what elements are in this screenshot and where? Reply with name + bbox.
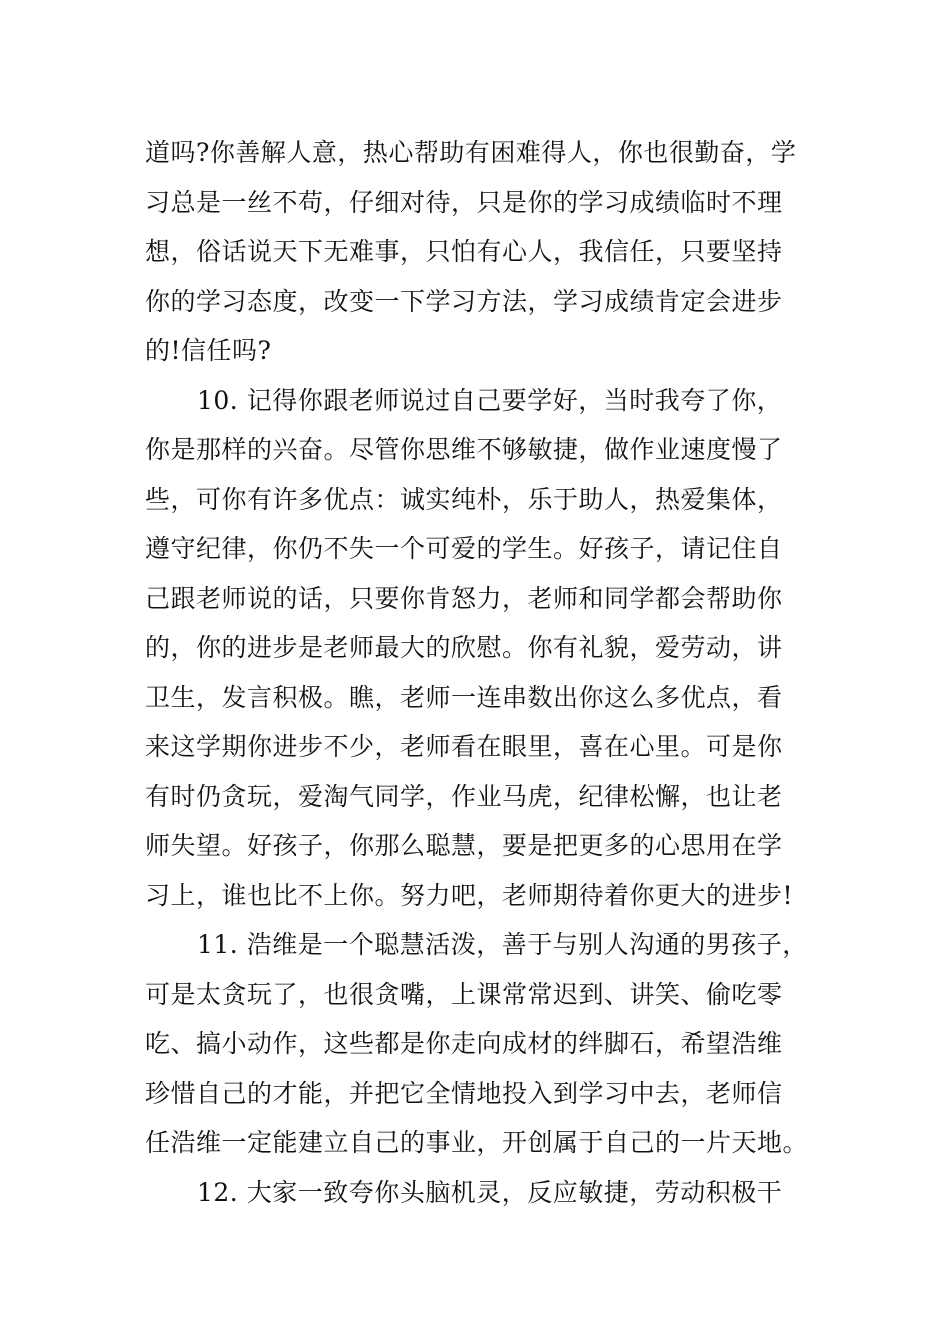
text-line: 习上，谁也比不上你。努力吧，老师期待着你更大的进步! — [145, 880, 794, 910]
text-line: 习总是一丝不苟，仔细对待，只是你的学习成绩临时不理 — [145, 187, 783, 217]
text-line: 的，你的进步是老师最大的欣慰。你有礼貌，爱劳动，讲 — [145, 633, 783, 662]
text-line: 卫生，发言积极。瞧，老师一连串数出你这么多优点，看 — [145, 682, 783, 712]
text-line: 你是那样的兴奋。尽管你思维不够敏捷，做作业速度慢了 — [145, 435, 783, 464]
text-line: 珍惜自己的才能，并把它全情地投入到学习中去，老师信 — [145, 1078, 783, 1108]
text-line: 师失望。好孩子，你那么聪慧，要是把更多的心思用在学 — [145, 831, 783, 860]
text-line: 想，俗话说天下无难事，只怕有心人，我信任，只要坚持 — [145, 237, 783, 266]
body-text — [145, 128, 810, 1217]
paragraph-10-start: 10. 记得你跟老师说过自己要学好，当时我夸了你， — [197, 385, 783, 415]
text-line: 任浩维一定能建立自己的事业，开创属于自己的一片天地。 — [145, 1128, 809, 1157]
text-line: 有时仍贪玩，爱淘气同学，作业马虎，纪律松懈，也让老 — [145, 781, 783, 811]
text-line: 己跟老师说的话，只要你肯怒力，老师和同学都会帮助你 — [145, 583, 783, 613]
text-line: 的!信任吗? — [145, 336, 272, 365]
text-line: 可是太贪玩了，也很贪嘴，上课常常迟到、讲笑、偷吃零 — [145, 979, 783, 1009]
paragraph-12-start: 12. 大家一致夸你头脑机灵，反应敏捷，劳动积极干 — [197, 1177, 783, 1207]
text-line: 来这学期你进步不少，老师看在眼里，喜在心里。可是你 — [145, 732, 783, 761]
text-line: 你的学习态度，改变一下学习方法，学习成绩肯定会进步 — [145, 286, 783, 316]
text-line: 些，可你有许多优点：诚实纯朴，乐于助人，热爱集体， — [145, 484, 783, 514]
text-line: 道吗?你善解人意，热心帮助有困难得人，你也很勤奋，学 — [145, 138, 797, 167]
text-line: 吃、搞小动作，这些都是你走向成材的绊脚石，希望浩维 — [145, 1029, 783, 1058]
text-line: 遵守纪律，你仍不失一个可爱的学生。好孩子，请记住自 — [145, 534, 783, 563]
paragraph-11-start: 11. 浩维是一个聪慧活泼，善于与别人沟通的男孩子， — [197, 930, 808, 959]
